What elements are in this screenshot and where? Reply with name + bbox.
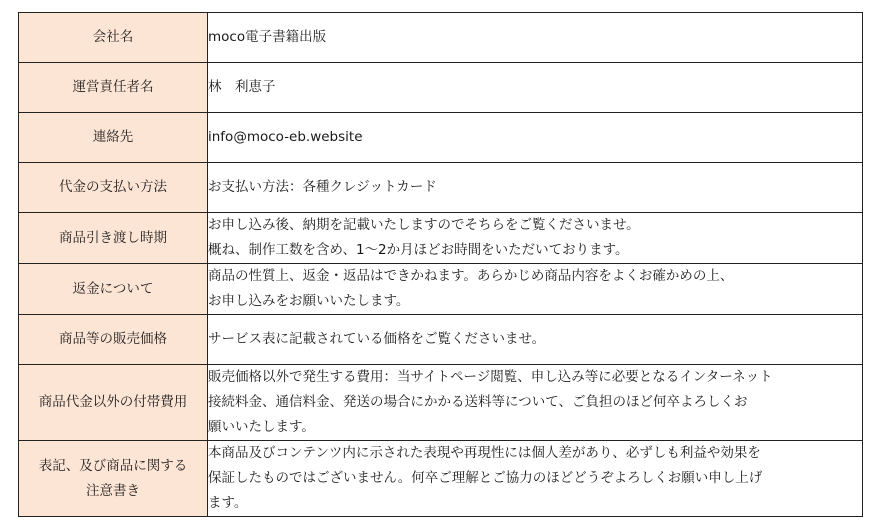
label-line: 会社名 (92, 29, 134, 45)
row-value (208, 315, 863, 365)
value-line: 願いいたします。 (208, 419, 315, 435)
label-line: 表記、及び商品に関する (38, 457, 188, 474)
table-row (19, 441, 863, 517)
table-row (19, 13, 863, 63)
row-label (19, 63, 208, 113)
row-value (208, 264, 863, 315)
label-line: 連絡先 (92, 129, 134, 145)
info-table (18, 12, 863, 517)
row-label (19, 13, 208, 63)
row-label (19, 441, 208, 517)
row-value (208, 213, 863, 264)
table-row (19, 315, 863, 365)
label-line: 注意書き (86, 482, 140, 499)
row-label (19, 365, 208, 441)
row-value (208, 13, 863, 63)
label-line: 代金の支払い方法 (59, 179, 167, 195)
row-label (19, 264, 208, 315)
value-line: 林 利恵子 (208, 79, 276, 95)
label-line: 返金について (72, 280, 154, 297)
label-line: 商品代金以外の付帯費用 (38, 394, 188, 410)
value-line: お申し込み後、納期を記載いたしますのでそちらをご覧くださいませ。 (208, 217, 640, 233)
table-row (19, 113, 863, 163)
row-value (208, 163, 863, 213)
value-line: お支払い方法：各種クレジットカード (208, 179, 437, 195)
table-row (19, 213, 863, 264)
value-line: 概ね、制作工数を含め、1〜2か月ほどお時間をいただいております。 (208, 242, 629, 258)
table-row (19, 63, 863, 113)
row-value (208, 441, 863, 517)
row-value (208, 365, 863, 441)
label-line: 商品引き渡し時期 (59, 229, 167, 246)
row-label (19, 213, 208, 264)
value-line: サービス表に記載されている価格をご覧くださいませ。 (208, 331, 546, 347)
label-line: 運営責任者名 (72, 79, 154, 95)
table-row (19, 163, 863, 213)
value-line: 接続料金、通信料金、発送の場合にかかる送料等について、ご負担のほど何卒よろしくお (208, 394, 748, 410)
value-line: 販売価格以外で発生する費用：当サイトページ閲覧、申し込み等に必要となるインターネット (208, 369, 773, 385)
row-label (19, 315, 208, 365)
table-row (19, 264, 863, 315)
table-row (19, 365, 863, 441)
label-line: 商品等の販売価格 (59, 331, 167, 347)
value-line: 保証したものではございません。何卒ご理解とご協力のほどどうぞよろしくお願い申し上げ (208, 470, 763, 486)
value-line: お申し込みをお願いいたします。 (208, 293, 410, 309)
value-line: moco電子書籍出版 (208, 29, 327, 45)
row-label (19, 163, 208, 213)
contact-email: info@moco-eb.website (208, 129, 363, 145)
row-value (208, 113, 863, 163)
value-line: 商品の性質上、返金・返品はできかねます。あらかじめ商品内容をよくお確かめの上、 (208, 268, 734, 284)
row-label (19, 113, 208, 163)
row-value (208, 63, 863, 113)
value-line: ます。 (208, 495, 248, 511)
value-line: 本商品及びコンテンツ内に示された表現や再現性には個人差があり、必ずしも利益や効果を (208, 445, 761, 461)
